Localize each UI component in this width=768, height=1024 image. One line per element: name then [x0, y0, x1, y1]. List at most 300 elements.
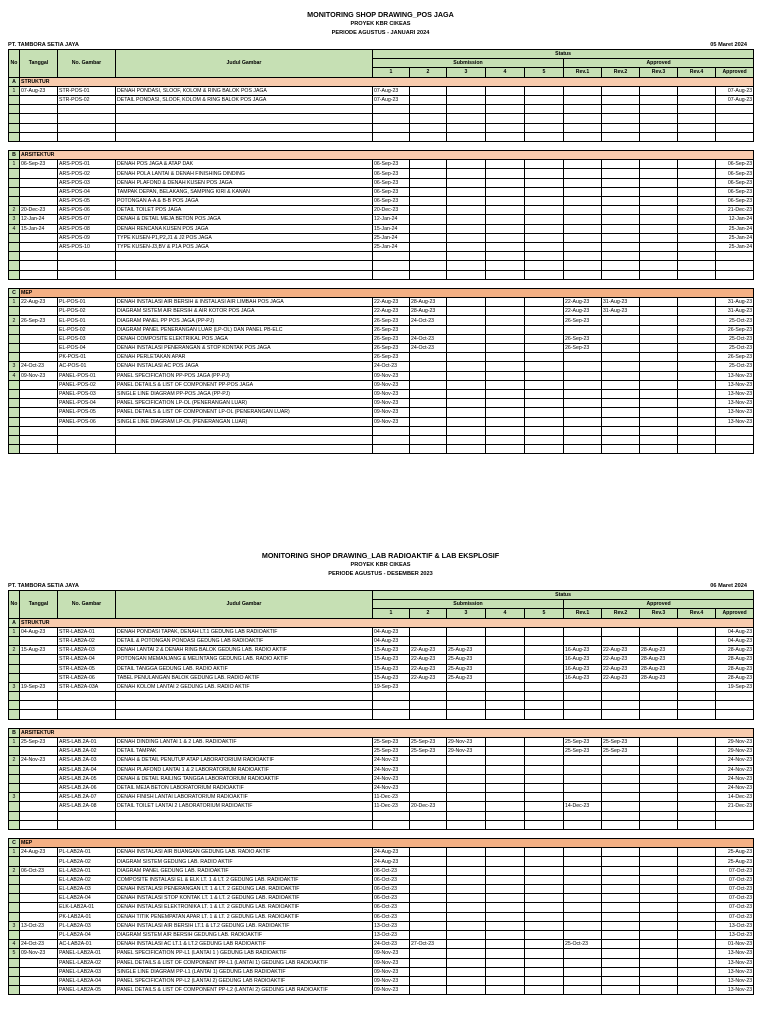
row-rev-3: 28-Aug-23 — [640, 646, 678, 655]
blank-cell — [373, 445, 410, 454]
col-header-rev-1: Rev.1 — [564, 68, 602, 77]
table-row — [9, 160, 754, 169]
row-judul: DENAH INSTALASI AC POS JAGA — [116, 362, 373, 371]
row-submission-1: 24-Oct-23 — [373, 362, 410, 371]
section-row — [9, 728, 754, 737]
row-submission-2 — [410, 885, 447, 894]
blank-cell — [373, 811, 410, 820]
row-tanggal — [20, 857, 58, 866]
blank-row — [9, 270, 754, 279]
row-judul: DENAH POS JAGA & ATAP DAK — [116, 160, 373, 169]
row-submission-5 — [525, 875, 564, 884]
blank-cell — [9, 123, 20, 132]
row-judul: PANEL SPECIFICATION PP-POS JAGA (PP-PJ) — [116, 371, 373, 380]
blank-cell — [486, 132, 525, 141]
row-tanggal — [20, 233, 58, 242]
row-tanggal — [20, 636, 58, 645]
row-no-gambar: STR-LAB2A-03 — [58, 646, 116, 655]
row-no-gambar: PL-POS-01 — [58, 298, 116, 307]
row-rev-2 — [602, 389, 640, 398]
row-submission-1: 11-Dec-23 — [373, 802, 410, 811]
row-rev-4 — [678, 885, 716, 894]
row-rev-4 — [678, 949, 716, 958]
row-no: 4 — [9, 940, 20, 949]
row-approved: 07-Aug-23 — [716, 86, 754, 95]
col-header-judul: Judul Gambar — [116, 50, 373, 78]
meta-row — [8, 581, 753, 590]
blank-cell — [525, 811, 564, 820]
blank-cell — [716, 701, 754, 710]
row-approved: 25-Jan-24 — [716, 224, 754, 233]
row-judul: TAMPAK DEPAN, BELAKANG, SAMPING KIRI & KANAN — [116, 187, 373, 196]
row-rev-3 — [640, 636, 678, 645]
blank-cell — [525, 105, 564, 114]
row-rev-2 — [602, 958, 640, 967]
col-header-submission-5: 5 — [525, 68, 564, 77]
col-header-submission: Submission — [373, 600, 564, 609]
table-row — [9, 866, 754, 875]
blank-cell — [564, 701, 602, 710]
table-row — [9, 921, 754, 930]
row-no — [9, 389, 20, 398]
row-judul: DENAH INSTALASI PENERANGAN & STOP KONTAK POS JAGA — [116, 344, 373, 353]
row-no: 3 — [9, 682, 20, 691]
row-submission-3 — [447, 224, 486, 233]
row-no-gambar: PL-POS-02 — [58, 307, 116, 316]
col-header-rev-1: Rev.1 — [564, 609, 602, 618]
row-submission-1: 15-Aug-23 — [373, 655, 410, 664]
row-rev-3 — [640, 848, 678, 857]
row-judul: DIAGRAM SISTEM AIR BERSIH GEDUNG LAB. RADIOAKTIF — [116, 930, 373, 939]
row-no-gambar: EL-POS-02 — [58, 325, 116, 334]
row-submission-5 — [525, 958, 564, 967]
row-submission-2: 24-Oct-23 — [410, 316, 447, 325]
row-rev-4 — [678, 747, 716, 756]
row-submission-1: 24-Nov-23 — [373, 765, 410, 774]
blank-cell — [564, 261, 602, 270]
row-submission-4 — [486, 178, 525, 187]
row-submission-2 — [410, 930, 447, 939]
row-submission-2 — [410, 408, 447, 417]
blank-cell — [525, 426, 564, 435]
blank-cell — [20, 270, 58, 279]
row-submission-3 — [447, 682, 486, 691]
row-submission-4 — [486, 627, 525, 636]
row-no-gambar: EL-LAB2A-02 — [58, 875, 116, 884]
row-rev-3 — [640, 866, 678, 875]
row-approved: 04-Aug-23 — [716, 627, 754, 636]
row-tanggal — [20, 747, 58, 756]
blank-cell — [678, 114, 716, 123]
row-rev-4 — [678, 682, 716, 691]
blank-cell — [602, 132, 640, 141]
blank-cell — [447, 811, 486, 820]
row-tanggal — [20, 334, 58, 343]
blank-cell — [564, 105, 602, 114]
row-no-gambar: PANEL-LAB2A-03 — [58, 967, 116, 976]
row-submission-4 — [486, 636, 525, 645]
row-tanggal — [20, 903, 58, 912]
row-rev-2 — [602, 160, 640, 169]
row-submission-4 — [486, 197, 525, 206]
row-judul: POTONGAN MEMANJANG & MELINTANG GEDUNG LAB. RADIO AKTIF — [116, 655, 373, 664]
row-no — [9, 399, 20, 408]
table-row — [9, 646, 754, 655]
blank-cell — [716, 123, 754, 132]
row-rev-1 — [564, 793, 602, 802]
row-submission-5 — [525, 95, 564, 104]
row-submission-3 — [447, 334, 486, 343]
blank-cell — [486, 123, 525, 132]
row-no: 2 — [9, 756, 20, 765]
row-submission-2 — [410, 912, 447, 921]
row-rev-4 — [678, 224, 716, 233]
row-submission-2 — [410, 389, 447, 398]
row-rev-1 — [564, 885, 602, 894]
row-no-gambar: STR-LAB2A-03A — [58, 682, 116, 691]
blank-cell — [678, 701, 716, 710]
row-submission-4 — [486, 866, 525, 875]
blank-cell — [602, 701, 640, 710]
row-submission-3 — [447, 866, 486, 875]
row-rev-2: 22-Aug-23 — [602, 655, 640, 664]
row-submission-2 — [410, 857, 447, 866]
table-row — [9, 682, 754, 691]
row-rev-1 — [564, 848, 602, 857]
row-rev-1: 26-Sep-23 — [564, 344, 602, 353]
row-rev-3 — [640, 325, 678, 334]
blank-cell — [564, 132, 602, 141]
row-rev-4 — [678, 636, 716, 645]
row-submission-2 — [410, 187, 447, 196]
blank-cell — [525, 261, 564, 270]
row-rev-1 — [564, 169, 602, 178]
table-row — [9, 747, 754, 756]
blank-row — [9, 820, 754, 829]
row-rev-4 — [678, 894, 716, 903]
row-submission-3 — [447, 380, 486, 389]
blank-cell — [447, 123, 486, 132]
blank-cell — [373, 692, 410, 701]
blank-cell — [447, 105, 486, 114]
row-rev-2 — [602, 765, 640, 774]
row-no-gambar: PANEL-POS-03 — [58, 389, 116, 398]
row-submission-5 — [525, 857, 564, 866]
row-submission-5 — [525, 940, 564, 949]
row-rev-2 — [602, 224, 640, 233]
row-tanggal: 25-Sep-23 — [20, 738, 58, 747]
row-no: 1 — [9, 298, 20, 307]
row-submission-1: 04-Aug-23 — [373, 636, 410, 645]
table-row — [9, 371, 754, 380]
blank-cell — [116, 132, 373, 141]
row-submission-2 — [410, 765, 447, 774]
row-no — [9, 353, 20, 362]
row-submission-5 — [525, 316, 564, 325]
row-approved: 13-Nov-23 — [716, 958, 754, 967]
row-submission-5 — [525, 86, 564, 95]
row-no — [9, 673, 20, 682]
row-rev-3 — [640, 316, 678, 325]
row-rev-4 — [678, 802, 716, 811]
row-submission-5 — [525, 765, 564, 774]
table-row — [9, 875, 754, 884]
shop-drawing-table — [8, 590, 754, 995]
blank-cell — [9, 692, 20, 701]
row-rev-2 — [602, 417, 640, 426]
row-rev-3 — [640, 178, 678, 187]
row-rev-1 — [564, 417, 602, 426]
row-rev-4 — [678, 344, 716, 353]
blank-cell — [9, 445, 20, 454]
row-rev-4 — [678, 160, 716, 169]
col-header-submission-5: 5 — [525, 609, 564, 618]
row-submission-1: 25-Jan-24 — [373, 242, 410, 251]
blank-cell — [373, 435, 410, 444]
row-approved: 21-Dec-23 — [716, 802, 754, 811]
row-approved: 25-Oct-23 — [716, 316, 754, 325]
row-judul: DENAH PONDASI, SLOOF, KOLOM & RING BALOK POS JAGA — [116, 86, 373, 95]
row-approved: 25-Jan-24 — [716, 233, 754, 242]
row-submission-5 — [525, 912, 564, 921]
row-submission-1: 07-Aug-23 — [373, 86, 410, 95]
row-submission-1: 15-Jan-24 — [373, 224, 410, 233]
row-submission-1: 09-Nov-23 — [373, 967, 410, 976]
row-rev-1 — [564, 215, 602, 224]
meta-row — [8, 40, 753, 49]
row-approved: 25-Oct-23 — [716, 362, 754, 371]
row-submission-1: 09-Nov-23 — [373, 958, 410, 967]
row-approved: 29-Nov-23 — [716, 747, 754, 756]
row-rev-1 — [564, 682, 602, 691]
row-rev-2 — [602, 187, 640, 196]
section-name: ARSITEKTUR — [20, 728, 754, 737]
row-approved: 28-Aug-23 — [716, 646, 754, 655]
row-no — [9, 169, 20, 178]
col-header-approved: Approved — [716, 609, 754, 618]
section-letter: B — [9, 728, 20, 737]
row-submission-4 — [486, 894, 525, 903]
row-rev-1 — [564, 866, 602, 875]
blank-cell — [116, 710, 373, 719]
row-approved: 25-Aug-23 — [716, 857, 754, 866]
row-no: 3 — [9, 921, 20, 930]
row-rev-4 — [678, 903, 716, 912]
row-no — [9, 233, 20, 242]
row-judul: DENAH INSTALASI PENERANGAN LT. 1 & LT. 2 GEDUNG LAB. RADIOAKTIF — [116, 885, 373, 894]
col-header-judul: Judul Gambar — [116, 591, 373, 619]
row-submission-3 — [447, 875, 486, 884]
row-tanggal: 24-Aug-23 — [20, 848, 58, 857]
row-submission-4 — [486, 298, 525, 307]
row-submission-3 — [447, 206, 486, 215]
row-rev-2 — [602, 197, 640, 206]
blank-row — [9, 811, 754, 820]
table-row — [9, 958, 754, 967]
row-rev-4 — [678, 178, 716, 187]
blank-cell — [58, 105, 116, 114]
row-approved: 25-Oct-23 — [716, 334, 754, 343]
row-rev-3 — [640, 389, 678, 398]
row-judul: PANEL SPECIFICATION PP-L2 (LANTAI 2) GEDUNG LAB RADIOAKTIF — [116, 976, 373, 985]
row-rev-4 — [678, 371, 716, 380]
row-rev-3 — [640, 783, 678, 792]
row-submission-4 — [486, 242, 525, 251]
blank-cell — [410, 811, 447, 820]
row-rev-4 — [678, 307, 716, 316]
row-rev-2 — [602, 866, 640, 875]
row-judul: DENAH INSTALASI AIR BERSIH & INSTALASI AIR LIMBAH POS JAGA — [116, 298, 373, 307]
table-row — [9, 986, 754, 995]
blank-cell — [447, 435, 486, 444]
row-no-gambar: PK-POS-01 — [58, 353, 116, 362]
row-judul: TABEL PENULANGAN BALOK GEDUNG LAB. RADIO AKTIF — [116, 673, 373, 682]
row-submission-1: 24-Aug-23 — [373, 857, 410, 866]
row-rev-1 — [564, 233, 602, 242]
row-submission-3 — [447, 958, 486, 967]
row-rev-3 — [640, 774, 678, 783]
row-rev-4 — [678, 233, 716, 242]
table-row — [9, 673, 754, 682]
row-rev-1 — [564, 875, 602, 884]
blank-cell — [486, 820, 525, 829]
row-submission-1: 26-Sep-23 — [373, 353, 410, 362]
table-row — [9, 976, 754, 985]
row-submission-5 — [525, 774, 564, 783]
row-tanggal — [20, 774, 58, 783]
blank-cell — [58, 114, 116, 123]
row-submission-5 — [525, 160, 564, 169]
row-submission-4 — [486, 783, 525, 792]
row-submission-5 — [525, 215, 564, 224]
section-name: STRUKTUR — [20, 77, 754, 86]
row-rev-2 — [602, 774, 640, 783]
blank-cell — [486, 270, 525, 279]
row-submission-5 — [525, 371, 564, 380]
blank-cell — [9, 261, 20, 270]
row-submission-5 — [525, 399, 564, 408]
row-submission-2 — [410, 967, 447, 976]
col-header-submission: Submission — [373, 59, 564, 68]
blank-cell — [9, 132, 20, 141]
blank-row — [9, 435, 754, 444]
blank-cell — [9, 710, 20, 719]
row-rev-2 — [602, 242, 640, 251]
row-rev-2 — [602, 793, 640, 802]
row-no: 3 — [9, 215, 20, 224]
row-tanggal — [20, 325, 58, 334]
table-row — [9, 885, 754, 894]
row-submission-4 — [486, 765, 525, 774]
blank-cell — [678, 811, 716, 820]
table-row — [9, 380, 754, 389]
blank-cell — [640, 252, 678, 261]
row-submission-3 — [447, 949, 486, 958]
row-rev-2 — [602, 353, 640, 362]
row-rev-4 — [678, 921, 716, 930]
row-no-gambar: ARS-LAB.2A-02 — [58, 747, 116, 756]
row-submission-3: 29-Nov-23 — [447, 738, 486, 747]
table-row — [9, 627, 754, 636]
blank-cell — [640, 692, 678, 701]
row-judul: SINGLE LINE DIAGRAM LP-OL (PENERANGAN LUAR) — [116, 417, 373, 426]
row-judul: POTONGAN A-A & B-B POS JAGA — [116, 197, 373, 206]
row-no: 1 — [9, 86, 20, 95]
row-submission-3 — [447, 921, 486, 930]
row-submission-5 — [525, 197, 564, 206]
blank-cell — [447, 445, 486, 454]
row-submission-3 — [447, 765, 486, 774]
row-submission-3 — [447, 857, 486, 866]
row-rev-1 — [564, 371, 602, 380]
row-submission-5 — [525, 673, 564, 682]
row-tanggal — [20, 802, 58, 811]
row-judul: DIAGRAM PANEL GEDUNG LAB. RADIOAKTIF — [116, 866, 373, 875]
row-submission-4 — [486, 940, 525, 949]
row-submission-2 — [410, 636, 447, 645]
row-rev-1 — [564, 756, 602, 765]
row-approved: 13-Nov-23 — [716, 389, 754, 398]
row-rev-1 — [564, 930, 602, 939]
row-rev-2 — [602, 316, 640, 325]
row-no — [9, 894, 20, 903]
row-no — [9, 95, 20, 104]
row-submission-5 — [525, 921, 564, 930]
row-submission-3 — [447, 187, 486, 196]
row-rev-1 — [564, 627, 602, 636]
row-no: 2 — [9, 206, 20, 215]
row-rev-1 — [564, 774, 602, 783]
row-tanggal — [20, 958, 58, 967]
blank-cell — [410, 105, 447, 114]
blank-cell — [640, 820, 678, 829]
row-submission-4 — [486, 848, 525, 857]
blank-cell — [9, 270, 20, 279]
row-submission-3 — [447, 215, 486, 224]
row-submission-2 — [410, 756, 447, 765]
blank-cell — [447, 132, 486, 141]
row-rev-3 — [640, 362, 678, 371]
row-submission-5 — [525, 848, 564, 857]
row-submission-5 — [525, 187, 564, 196]
row-rev-3 — [640, 417, 678, 426]
row-no-gambar: PK-LAB2A-01 — [58, 912, 116, 921]
row-rev-2 — [602, 967, 640, 976]
blank-cell — [564, 270, 602, 279]
row-rev-3 — [640, 976, 678, 985]
blank-row — [9, 426, 754, 435]
row-tanggal — [20, 95, 58, 104]
col-header-rev-3: Rev.3 — [640, 609, 678, 618]
row-approved: 13-Nov-23 — [716, 976, 754, 985]
table-row — [9, 967, 754, 976]
row-rev-1 — [564, 399, 602, 408]
row-no-gambar: STR-LAB2A-02 — [58, 636, 116, 645]
blank-cell — [640, 123, 678, 132]
project-name: PROYEK KBR CIKEAS — [350, 562, 411, 568]
blank-cell — [410, 252, 447, 261]
row-no — [9, 417, 20, 426]
section-gap — [9, 141, 754, 150]
row-rev-1: 25-Oct-23 — [564, 940, 602, 949]
blank-row — [9, 114, 754, 123]
row-submission-3 — [447, 903, 486, 912]
blank-cell — [447, 710, 486, 719]
blank-cell — [447, 426, 486, 435]
row-no: 1 — [9, 848, 20, 857]
row-judul: TYPE KUSEN-J3,BV & P1A POS JAGA — [116, 242, 373, 251]
blank-cell — [20, 701, 58, 710]
